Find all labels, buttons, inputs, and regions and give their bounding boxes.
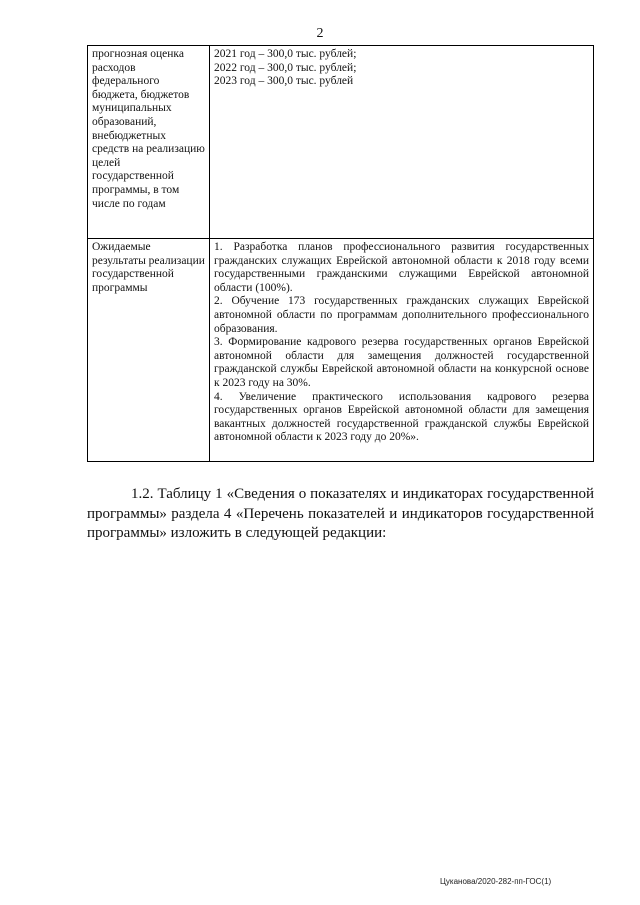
row-label-financing: прогнозная оценка расходов федерального бюджета, бюджетов муниципальных образований, внебюджетных средств на реализацию целей государственной программы, в том числе по годам bbox=[88, 46, 210, 239]
row-value-financing bbox=[210, 46, 594, 239]
result-item-3: 3. Формирование кадрового резерва государственных органов Еврейской автономной области для замещения должностей государственной гражданской службы Еврейской автономной области на конкурсной основе к 2023 году на 30%. bbox=[214, 336, 589, 389]
row-value-expected-results bbox=[210, 239, 594, 462]
result-item-4: 4. Увеличение практического использования кадрового резерва государственных органов Еврейской автономной области для замещения вакантных должностей государственной гражданской службы Еврейской автономной области к 2023 году до 20%». bbox=[214, 390, 589, 444]
table-row bbox=[88, 239, 594, 462]
page-number: 2 bbox=[316, 26, 324, 41]
financing-line-2023: 2023 год – 300,0 тыс. рублей bbox=[214, 75, 354, 88]
row-label-expected-results: Ожидаемые результаты реализации государственной программы bbox=[88, 239, 210, 462]
program-passport-table bbox=[87, 45, 594, 462]
amendment-paragraph: 1.2. Таблицу 1 «Сведения о показателях и индикаторах государственной программы» раздела 4 «Перечень показателей и индикаторов государственной программы» изложить в следующей редакции: bbox=[87, 486, 594, 541]
financing-line-2022: 2022 год – 300,0 тыс. рублей; bbox=[214, 61, 357, 74]
result-item-2: 2. Обучение 173 государственных гражданских служащих Еврейской автономной области по программам дополнительного профессионального образования. bbox=[214, 295, 589, 335]
document-footer-code: Цуканова/2020-282-пп-ГОС(1) bbox=[440, 877, 552, 886]
result-item-1: 1. Разработка планов профессионального развития государственных гражданских служащих Еврейской автономной области к 2018 году всеми государственными гражданскими служащими Еврейской автономной области (100%). bbox=[214, 241, 589, 294]
financing-line-2021: 2021 год – 300,0 тыс. рублей; bbox=[214, 48, 357, 60]
table-row bbox=[88, 46, 594, 239]
